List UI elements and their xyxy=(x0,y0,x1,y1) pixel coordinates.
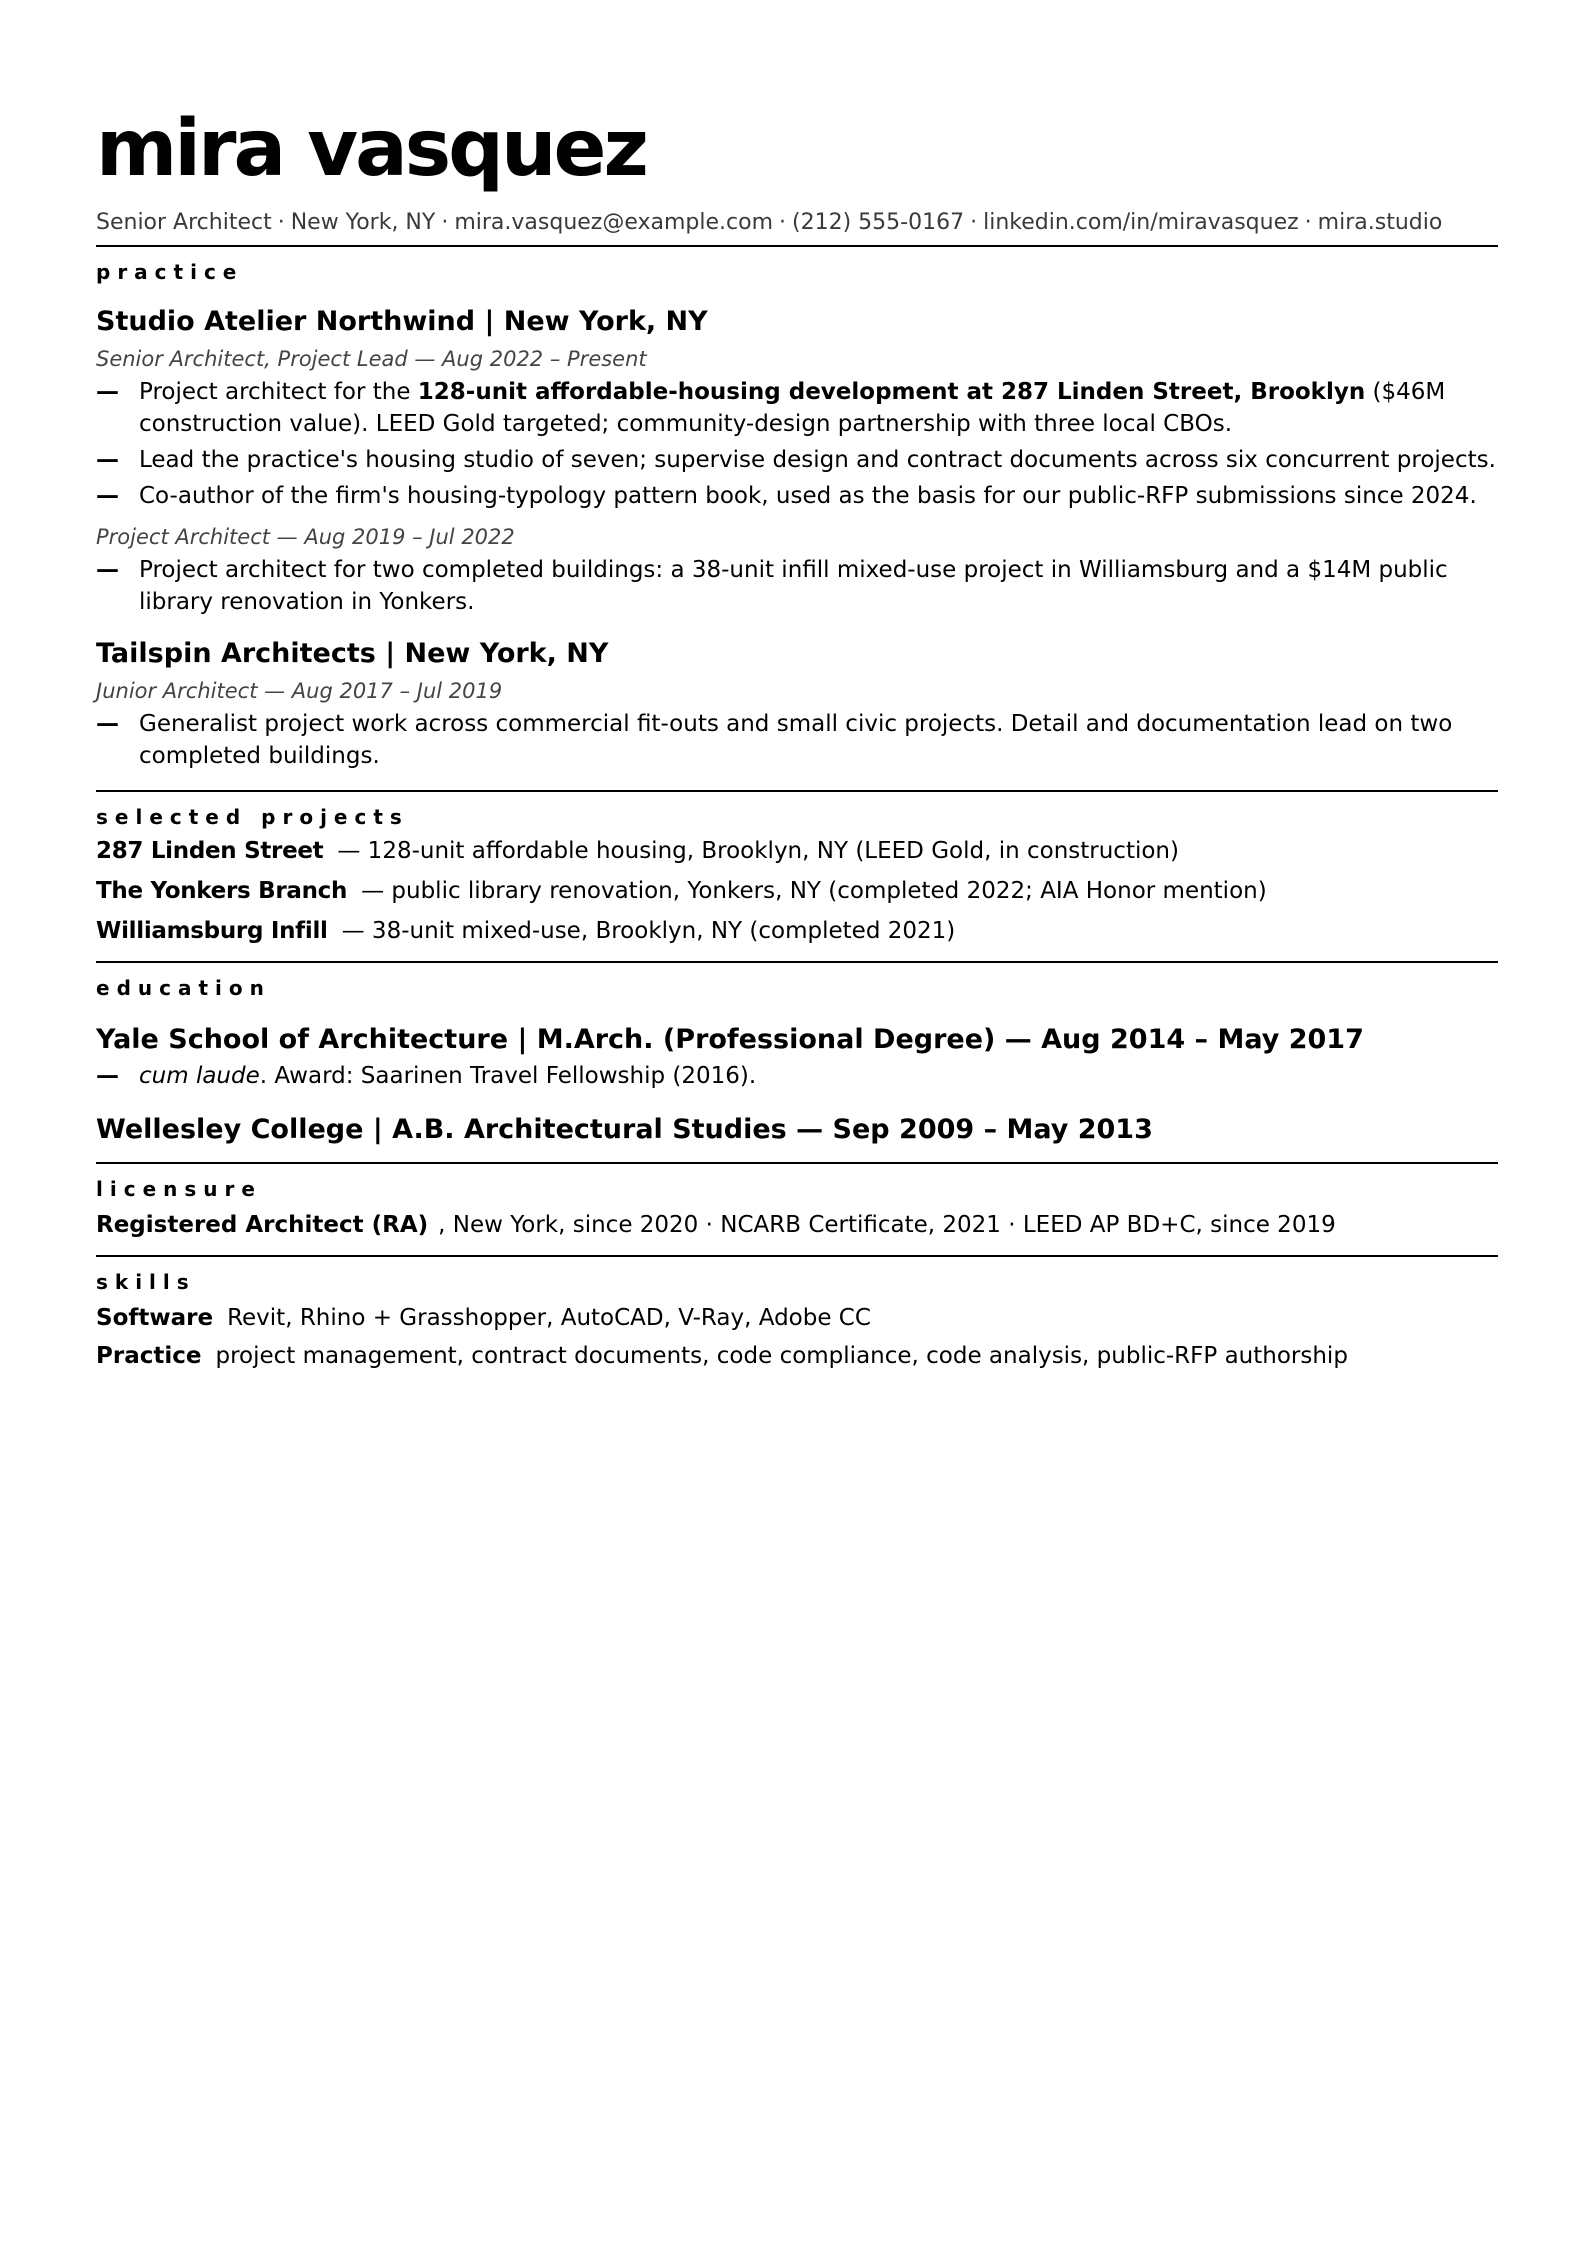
projects-section xyxy=(96,792,1498,963)
contact-title: Senior Architect xyxy=(96,210,272,235)
bullet-list xyxy=(96,708,1498,772)
role-title: Project Architect — Aug 2019 – Jul 2022 xyxy=(96,525,515,549)
education-entry: Yale School of Architecture | M.Arch. (Professional Degree) — Aug 2014 – May 2017 xyxy=(96,1024,1364,1055)
contact-separator: · xyxy=(1304,210,1312,235)
list-item xyxy=(96,444,1498,476)
bullet-dash: — xyxy=(96,1063,119,1089)
skill-row xyxy=(96,1340,1498,1372)
bullet-list xyxy=(96,376,1498,512)
section-heading-projects: selected projects xyxy=(96,805,409,829)
bullet-dash: — xyxy=(96,379,119,405)
skill-label: Software xyxy=(96,1305,214,1331)
bullet-text: ($46M construction value). LEED Gold targeted; community-design partnership with three local CBOs. xyxy=(139,379,1446,437)
award-text: . Award: Saarinen Travel Fellowship (2016). xyxy=(259,1063,757,1089)
bullet-text: Project architect for the xyxy=(139,379,418,405)
project-item xyxy=(96,875,1498,907)
licensure-line xyxy=(96,1209,1498,1241)
project-name: Williamsburg Infill xyxy=(96,918,328,944)
list-item xyxy=(96,554,1498,618)
candidate-name: mira vasquez xyxy=(96,104,646,194)
contact-separator: · xyxy=(779,210,787,235)
contact-line xyxy=(96,208,1498,247)
list-item xyxy=(96,480,1498,512)
section-heading-practice: practice xyxy=(96,260,244,284)
honor-text: cum laude xyxy=(139,1063,260,1089)
project-name: The Yonkers Branch xyxy=(96,878,348,904)
contact-linkedin[interactable]: linkedin.com/in/miravasquez xyxy=(983,210,1299,235)
contact-separator: · xyxy=(970,210,978,235)
licensure-section xyxy=(96,1164,1498,1257)
project-description: — 38-unit mixed-use, Brooklyn, NY (completed 2021) xyxy=(341,918,956,944)
project-description: — public library renovation, Yonkers, NY (completed 2022; AIA Honor mention) xyxy=(361,878,1267,904)
skill-row xyxy=(96,1302,1498,1334)
project-item xyxy=(96,835,1498,867)
bullet-text: Generalist project work across commercial fit-outs and small civic projects. Detail and documentation lead on two completed buildings. xyxy=(139,711,1453,769)
skills-section xyxy=(96,1257,1498,1386)
bullet-dash: — xyxy=(96,711,119,737)
contact-separator: · xyxy=(277,210,285,235)
bullet-dash: — xyxy=(96,557,119,583)
list-item xyxy=(96,708,1498,772)
education-entry: Wellesley College | A.B. Architectural Studies — Sep 2009 – May 2013 xyxy=(96,1114,1153,1145)
bullet-highlight: 128-unit affordable-housing development at 287 Linden Street, Brooklyn xyxy=(417,379,1366,405)
project-name: 287 Linden Street xyxy=(96,838,324,864)
bullet-list xyxy=(96,1060,1498,1092)
section-heading-licensure: licensure xyxy=(96,1177,262,1201)
firm-name: Tailspin Architects | New York, NY xyxy=(96,638,609,669)
bullet-text: Co-author of the firm's housing-typology pattern book, used as the basis for our public-RFP submissions since 2024. xyxy=(139,483,1477,509)
bullet-dash: — xyxy=(96,483,119,509)
section-heading-education: education xyxy=(96,976,271,1000)
bullet-list xyxy=(96,554,1498,618)
project-item xyxy=(96,915,1498,947)
list-item xyxy=(96,1060,1498,1092)
role-title: Junior Architect — Aug 2017 – Jul 2019 xyxy=(96,679,503,703)
bullet-dash: — xyxy=(96,447,119,473)
practice-section xyxy=(96,247,1498,792)
contact-location: New York, NY xyxy=(290,210,436,235)
skill-label: Practice xyxy=(96,1343,202,1369)
role-title: Senior Architect, Project Lead — Aug 2022 – Present xyxy=(96,347,647,371)
firm-name: Studio Atelier Northwind | New York, NY xyxy=(96,306,708,337)
skill-value: project management, contract documents, code compliance, code analysis, public-RFP authorship xyxy=(215,1343,1348,1369)
license-details: , New York, since 2020 · NCARB Certificate, 2021 · LEED AP BD+C, since 2019 xyxy=(438,1212,1336,1238)
contact-phone[interactable]: (212) 555-0167 xyxy=(792,210,965,235)
contact-separator: · xyxy=(441,210,449,235)
license-name: Registered Architect (RA) xyxy=(96,1212,429,1238)
section-heading-skills: skills xyxy=(96,1270,196,1294)
bullet-text: Lead the practice's housing studio of seven; supervise design and contract documents across six concurrent projects. xyxy=(139,447,1496,473)
bullet-text: Project architect for two completed buildings: a 38-unit infill mixed-use project in Williamsburg and a $14M public library renovation in Yonkers. xyxy=(139,557,1448,615)
list-item xyxy=(96,376,1498,440)
skill-value: Revit, Rhino + Grasshopper, AutoCAD, V-Ray, Adobe CC xyxy=(227,1305,871,1331)
contact-email[interactable]: mira.vasquez@example.com xyxy=(454,210,774,235)
project-description: — 128-unit affordable housing, Brooklyn, NY (LEED Gold, in construction) xyxy=(337,838,1179,864)
education-section xyxy=(96,963,1498,1164)
contact-website[interactable]: mira.studio xyxy=(1317,210,1443,235)
